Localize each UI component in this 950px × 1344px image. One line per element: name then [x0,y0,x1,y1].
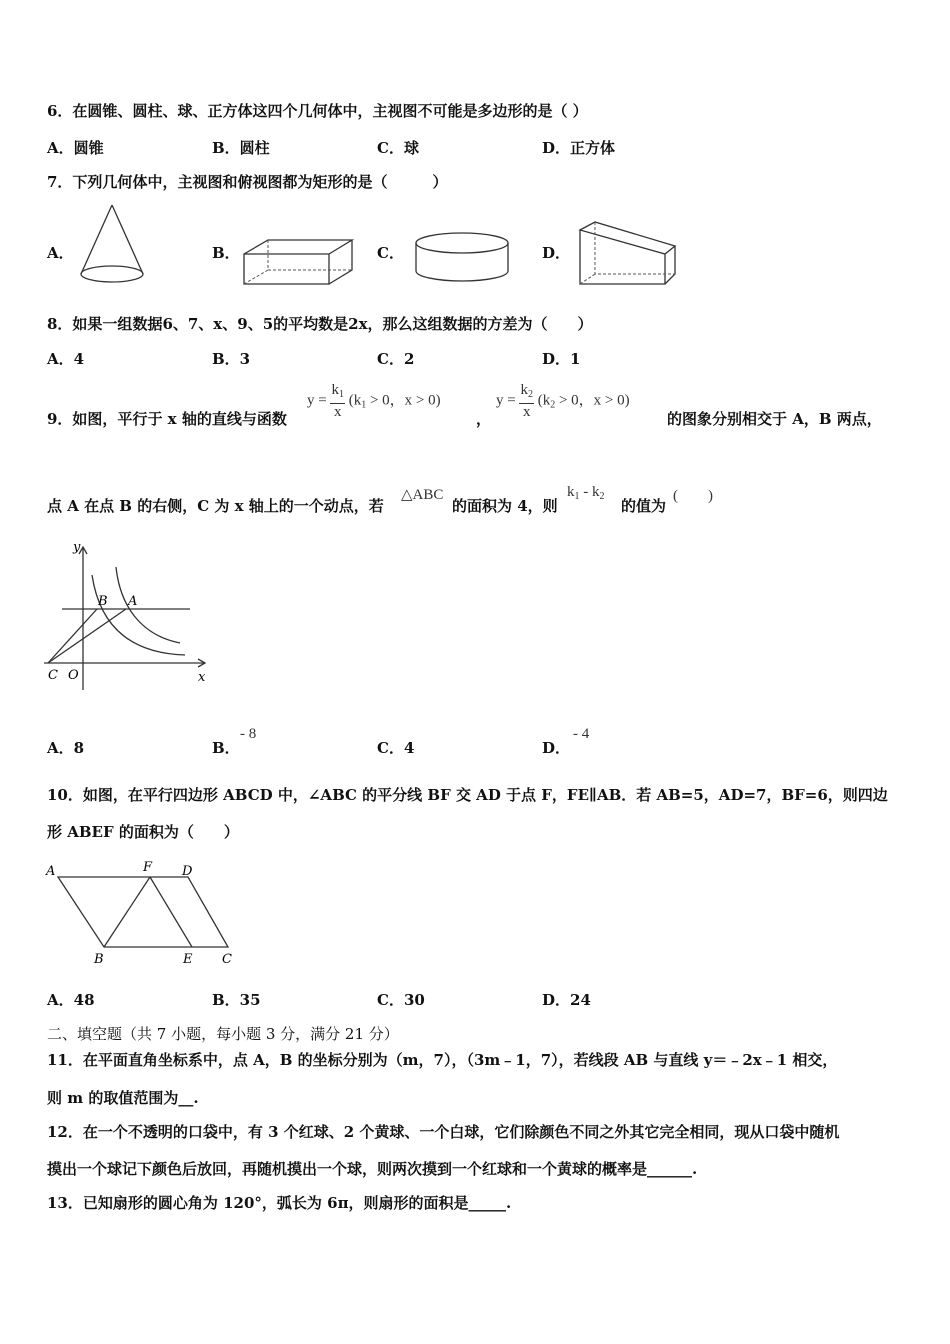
cuboid-icon [240,232,358,288]
graph-label-c: C [48,668,58,683]
q10-option-b: B．35 [212,991,261,1009]
q10-stem-line1: 10．如图，在平行四边形 ABCD 中，∠ABC 的平分线 BF 交 AD 于点 F，FE∥AB．若 AB=5，AD=7，BF=6，则四边 [47,786,888,804]
q11-line2: 则 m 的取值范围为__. [47,1089,199,1107]
q7-label-a: A． [47,244,74,262]
q6-option-c: C．球 [377,139,419,157]
q10-option-d: D．24 [542,991,591,1009]
q12-line1: 12．在一个不透明的口袋中，有 3 个红球、2 个黄球、一个白球，它们除颜色不同之外其它完全相同，现从口袋中随机 [47,1123,840,1141]
q9-line2-part1: 点 A 在点 B 的右侧，C 为 x 轴上的一个动点，若 [47,497,384,515]
q9-comma: ， [476,410,492,428]
q9-answer-paren: ( ) [673,488,713,504]
q9-option-a: A．8 [47,739,85,757]
q7-label-d: D． [542,244,571,262]
q10-option-a: A．48 [47,991,95,1009]
q8-option-c: C．2 [377,350,415,368]
section2-title: 二、填空题（共 7 小题，每小题 3 分，满分 21 分） [47,1025,399,1043]
q9-k-diff: $k_1 - k_2$ [567,484,605,502]
q9-graph [40,535,220,695]
fig-label-d: D [182,864,193,879]
q8-option-d: D．1 [542,350,581,368]
graph-label-b: B [98,594,108,609]
q8-stem: 8．如果一组数据6、7、x、9、5的平均数是2x，那么这组数据的方差为（ ） [47,315,593,333]
q7-stem: 7．下列几何体中，主视图和俯视图都为矩形的是（ ） [47,173,448,191]
q11-line1: 11．在平面直角坐标系中，点 A，B 的坐标分别为（m，7），（3m﹣1，7），若线段 AB 与直线 y＝﹣2x﹣1 相交， [47,1051,838,1069]
q8-option-b: B．3 [212,350,251,368]
fig-label-b: B [94,952,104,967]
cylinder-icon [410,229,515,289]
q6-stem: 6．在圆锥、圆柱、球、正方体这四个几何体中，主视图不可能是多边形的是（ ） [47,102,588,120]
q9-option-b: B． [212,739,240,757]
q10-stem-line2: 形 ABEF 的面积为（ ） [47,823,239,841]
fig-label-a: A [46,864,56,879]
q6-option-a: A．圆锥 [47,139,104,157]
graph-label-o: O [68,668,79,683]
cone-icon [75,200,150,290]
q7-label-c: C． [377,244,404,262]
fig-label-e: E [183,952,193,967]
q9-option-d-value: - 4 [573,726,590,742]
q9-triangle: △ABC [401,487,444,503]
q10-parallelogram [40,855,245,970]
q10-option-c: C．30 [377,991,425,1009]
graph-label-a: A [128,594,138,609]
q9-formula2: y = $\frac{k_2}{x}$ ($k_2 > 0$，x > 0) [496,382,630,420]
q9-line2-part3: 的值为 [621,497,667,515]
q13-line1: 13．已知扇形的圆心角为 120°，弧长为 6π，则扇形的面积是_____. [47,1194,512,1212]
q6-option-b: B．圆柱 [212,139,270,157]
q9-stem-part2: 的图象分别相交于 A，B 两点， [667,410,882,428]
q9-line2-part2: 的面积为 4，则 [452,497,558,515]
graph-label-x: x [198,670,206,685]
q9-option-c: C．4 [377,739,415,757]
q8-option-a: A．4 [47,350,85,368]
fig-label-c: C [222,952,232,967]
q9-formula1: y = $\frac{k_1}{x}$ ($k_1 > 0$，x > 0) [307,382,441,420]
q9-option-d: D． [542,739,571,757]
q9-stem-part1: 9．如图，平行于 x 轴的直线与函数 [47,410,287,428]
fig-label-f: F [143,860,153,875]
q7-label-b: B． [212,244,240,262]
q9-option-b-value: - 8 [240,726,257,742]
prism-icon [575,218,685,290]
graph-label-y: y [73,540,81,555]
q12-line2: 摸出一个球记下颜色后放回，再随机摸出一个球，则两次摸到一个红球和一个黄球的概率是______. [47,1160,698,1178]
q6-option-d: D．正方体 [542,139,616,157]
